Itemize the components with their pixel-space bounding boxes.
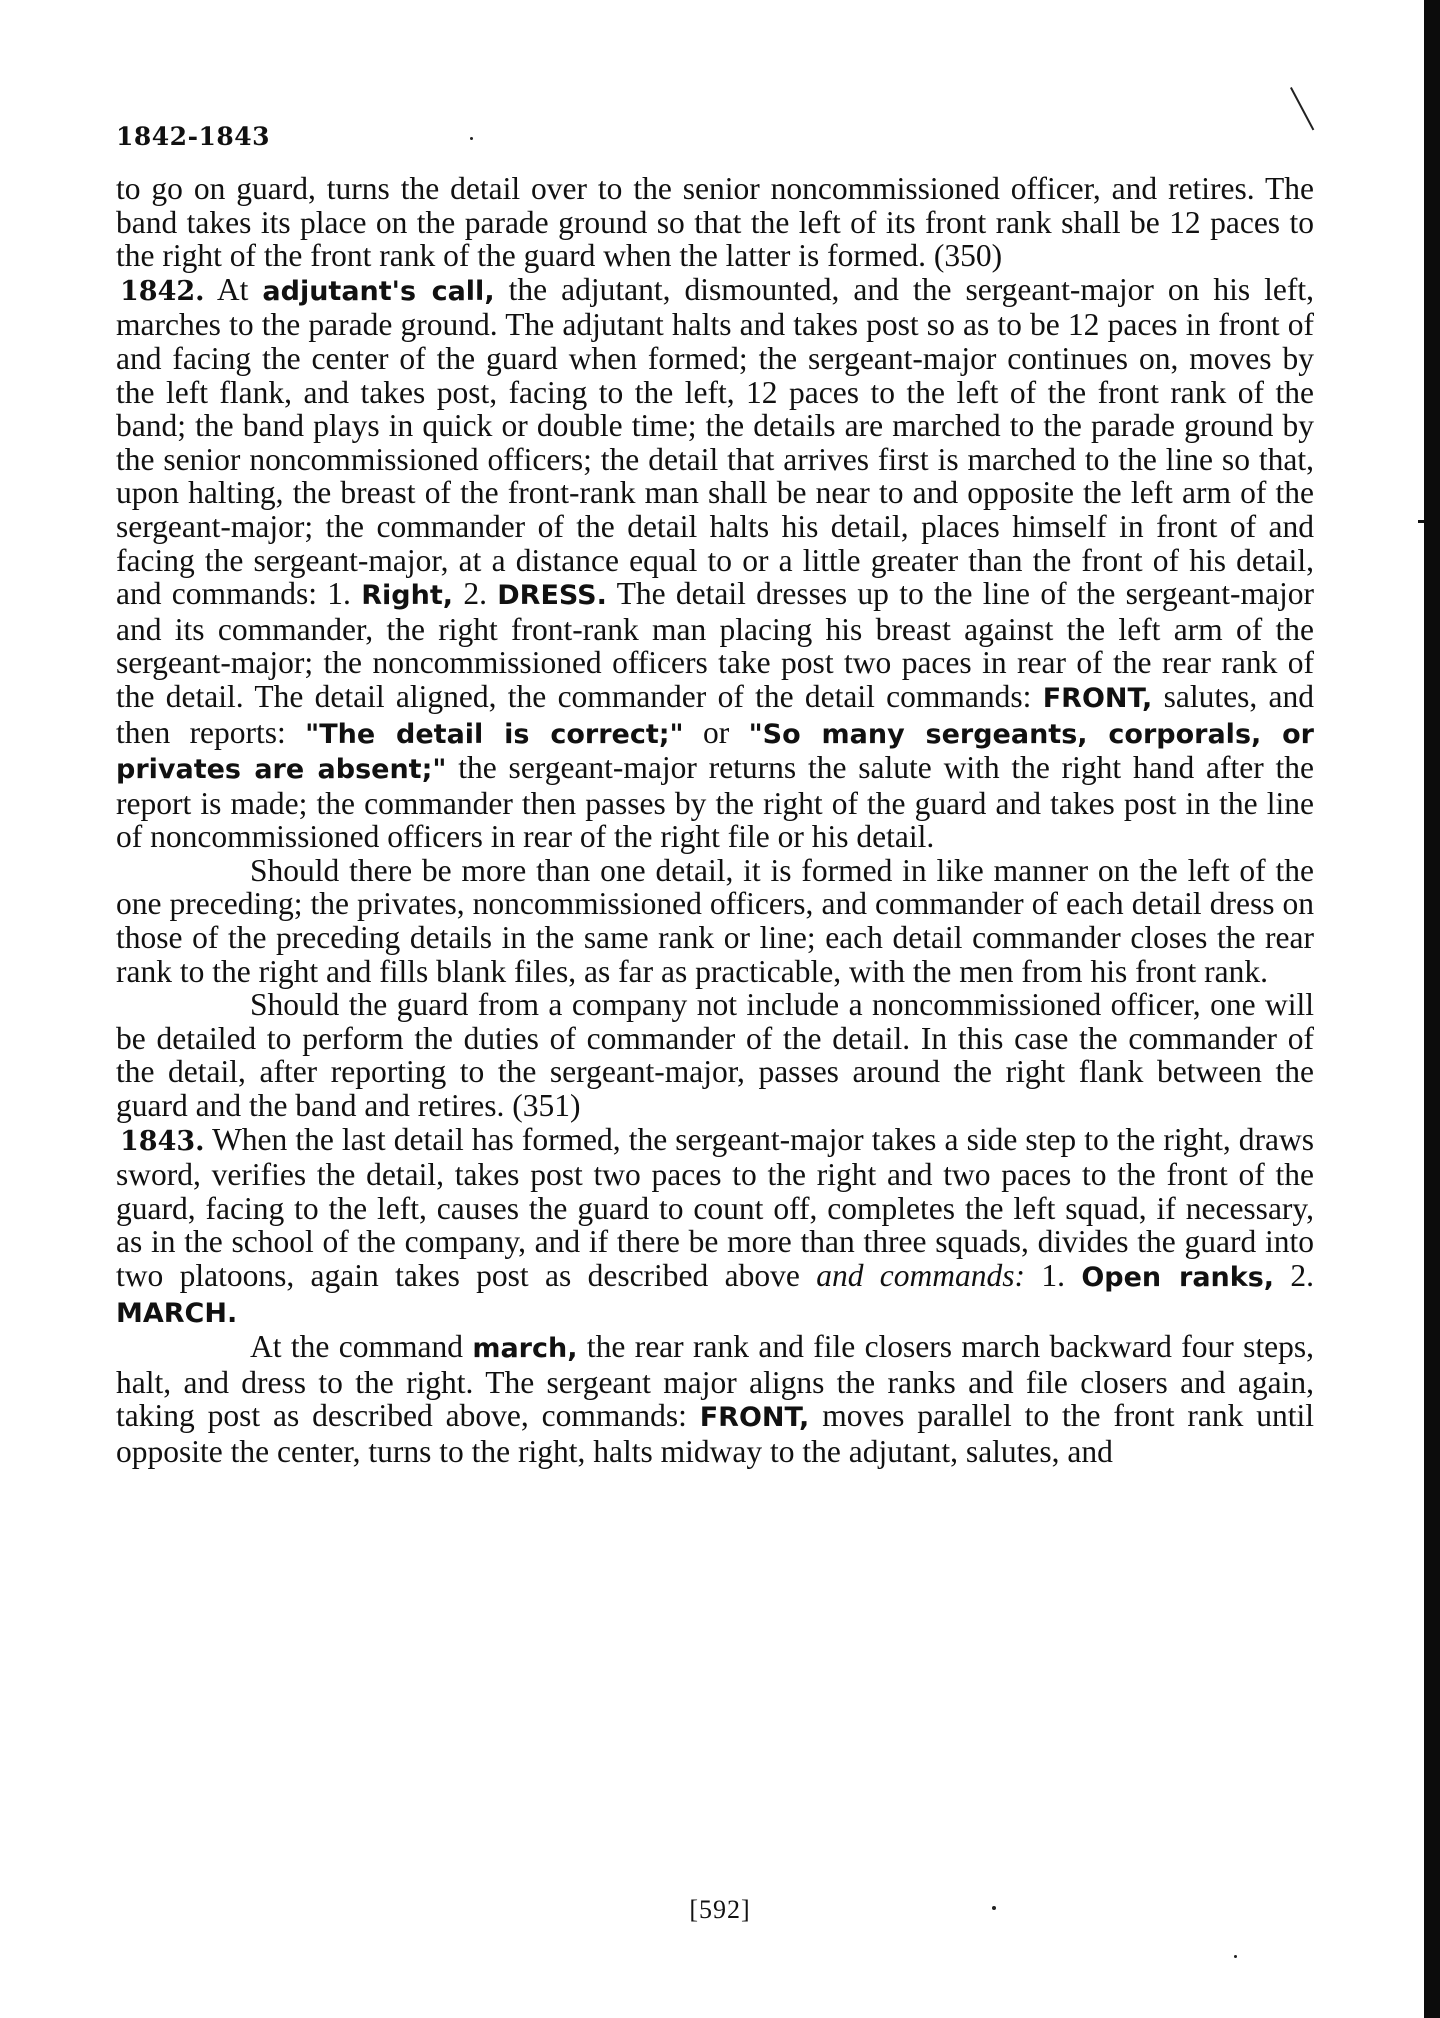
command-text: MARCH.	[116, 1297, 238, 1329]
command-text: DRESS.	[497, 580, 607, 612]
text-run: the sergeant-major returns the salute with the right hand after the report is made; the commander then passes by the right of the guard and takes post in the line of noncommissioned officers in rear of the right file or his detail.	[116, 750, 1315, 855]
paragraph-continuation: to go on guard, turns the detail over to the senior noncommissioned officer, and retires. The band takes its place on the parade ground so that the left of its front rank shall be 12 paces to the right of the front rank of the guard when the latter is formed. (350)	[116, 171, 1314, 274]
paragraph-1843	[116, 1123, 1314, 1331]
report-quote: "The detail is correct;"	[305, 718, 684, 750]
call-term: adjutant's call,	[262, 275, 495, 307]
text-run: the adjutant, dismounted, and the sergeant-major on his left, marches to the parade ground. The adjutant halts and takes post so as to be 12 paces in front of and facing the center of the guard when formed; the sergeant-major continues on, moves by the left flank, and takes post, facing to the left, 12 paces to the left of the front rank of the band; the band plays in quick or double time; the details are marched to the parade ground by the senior noncommissioned officers; the detail that arrives first is marched to the line so that, upon halting, the breast of the front-rank man shall be near to and opposite the left arm of the sergeant-major; the commander of the detail halts his detail, places himself in front of and facing the sergeant-major, at a distance equal to or a little greater than the front of his detail, and commands: 1.	[116, 271, 1315, 612]
paragraph-number: 1842.	[120, 275, 205, 307]
text-run: the rear rank and file closers march backward four steps, halt, and dress to the right. The sergeant major aligns the ranks and file closers and again, taking post as described above, commands:	[116, 1329, 1315, 1434]
scan-speck	[1234, 1955, 1237, 1958]
paragraph-number: 1843.	[120, 1125, 205, 1157]
text-run: 2.	[463, 576, 487, 612]
text-run: 1.	[1041, 1258, 1065, 1293]
corner-pencil-mark	[1290, 87, 1314, 130]
command-text: FRONT,	[699, 1402, 810, 1434]
command-text: Right,	[361, 580, 454, 612]
scan-speck	[470, 137, 473, 140]
text-run: The detail dresses up to the line of the sergeant-major and its commander, the right front-rank man placing his breast against the left arm of the sergeant-major; the noncommissioned officers take post two paces in rear of the rear rank of the detail. The detail aligned, the commander of the detail commands:	[116, 576, 1315, 714]
paragraph-1842	[116, 273, 1314, 854]
text-run: moves parallel to the front rank until opposite the center, turns to the right, halts midway to the adjutant, salutes, and	[116, 1398, 1315, 1469]
paragraph-command-march	[116, 1330, 1314, 1468]
command-term: march,	[472, 1333, 578, 1365]
paragraph-no-nco: Should the guard from a company not include a noncommissioned officer, one will be detailed to perform the duties of commander of the detail. In this case the commander of the detail, after reporting to the sergeant-major, passes around the right flank between the guard and the band and retires. (351)	[116, 987, 1314, 1124]
text-run: At	[216, 271, 249, 307]
italic-text: and commands:	[816, 1258, 1026, 1293]
running-head: 1842-1843	[116, 122, 271, 151]
command-text: Open ranks,	[1081, 1262, 1275, 1293]
command-text: FRONT,	[1042, 682, 1153, 714]
text-run: salutes, and then reports:	[116, 678, 1315, 750]
text-run: or	[702, 714, 730, 750]
scan-edge-notch	[1418, 520, 1424, 523]
scan-edge-bar	[1424, 0, 1440, 2018]
text-run: 2.	[1290, 1258, 1315, 1293]
page-number: [592]	[689, 1895, 751, 1924]
report-quote: "So many sergeants, corporals, or privates are absent;"	[116, 718, 1314, 786]
text-run: At the command	[250, 1329, 463, 1365]
paragraph-multiple-details: Should there be more than one detail, it is formed in like manner on the left of the one preceding; the privates, noncommissioned officers, and commander of each detail dress on those of the preceding details in the same rank or line; each detail commander closes the rear rank to the right and fills blank files, as far as practicable, with the men from his front rank.	[116, 852, 1314, 989]
body-text	[116, 172, 1314, 1469]
text-run: When the last detail has formed, the sergeant-major takes a side step to the right, draws sword, verifies the detail, takes post two paces to the right and two paces to the front of the guard, facing to the left, causes the guard to count off, completes the left squad, if necessary, as in the school of the company, and if there be more than three squads, divides the guard into two platoons, again takes post as described above	[116, 1121, 1314, 1293]
